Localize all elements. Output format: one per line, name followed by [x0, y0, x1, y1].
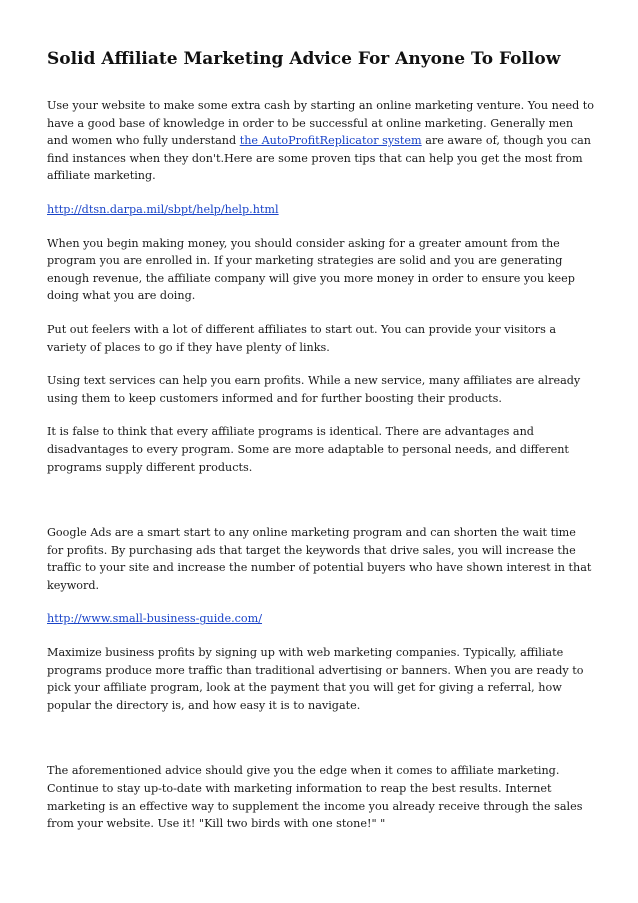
intro-text-before: Use your website to make some extra cash by starting an online marketing venture. You need to have a good base of knowledge in order to be successful at online marketing. Generally men and women who fully understand	[47, 99, 595, 148]
paragraph-maximize-profits: Maximize business profits by signing up with web marketing companies. Typically, affiliate programs produce more traffic than traditional advertising or banners. When you are ready to pick your affiliate program, look at the payment that you will get for giving a referral, how popular the directory is, and how easy it is to navigate.	[47, 646, 584, 712]
intro-text-after: are aware of, though you can find instances when they don't.Here are some proven tips that can help you get the most from affiliate marketing.	[47, 134, 591, 183]
paragraph-conclusion: The aforementioned advice should give you the edge when it comes to affiliate marketing. Continue to stay up-to-date with marketing information to reap the best results. Internet marketing is an effective way to supplement the income you already receive through the sales from your website. Use it! "Kill two birds with one stone!" "	[47, 764, 583, 831]
document-page	[47, 48, 595, 849]
page-title: Solid Affiliate Marketing Advice For Anyone To Follow	[47, 49, 561, 69]
paragraph-intro	[47, 97, 595, 185]
paragraph-google-ads: Google Ads are a smart start to any online marketing program and can shorten the wait time for profits. By purchasing ads that target the keywords that drive sales, you will increase the traffic to your site and increase the number of potential buyers who have shown interest in that keyword.	[47, 526, 592, 592]
autoprofitreplicator-link[interactable]: the AutoProfitReplicator system	[239, 134, 422, 148]
paragraph-link-darpa	[47, 201, 595, 219]
paragraph-link-small-business	[47, 610, 595, 628]
darpa-help-link[interactable]: http://dtsn.darpa.mil/sbpt/help/help.html	[47, 202, 279, 216]
paragraph-feelers: Put out feelers with a lot of different affiliates to start out. You can provide your visitors a variety of places to go if they have plenty of links.	[47, 322, 557, 354]
small-business-guide-link[interactable]: http://www.small-business-guide.com/	[47, 612, 263, 626]
paragraph-asking-more: When you begin making money, you should consider asking for a greater amount from the program you are enrolled in. If your marketing strategies are solid and you are generating enough revenue, the affiliate company will give you more money in order to ensure you keep doing what you are doing.	[47, 236, 575, 303]
paragraph-text-services: Using text services can help you earn profits. While a new service, many affiliates are already using them to keep customers informed and for further boosting their products.	[47, 374, 581, 405]
paragraph-programs-differ: It is false to think that every affiliate programs is identical. There are advantages and disadvantages to every program. Some are more adaptable to personal needs, and different programs supply different products.	[47, 425, 569, 474]
